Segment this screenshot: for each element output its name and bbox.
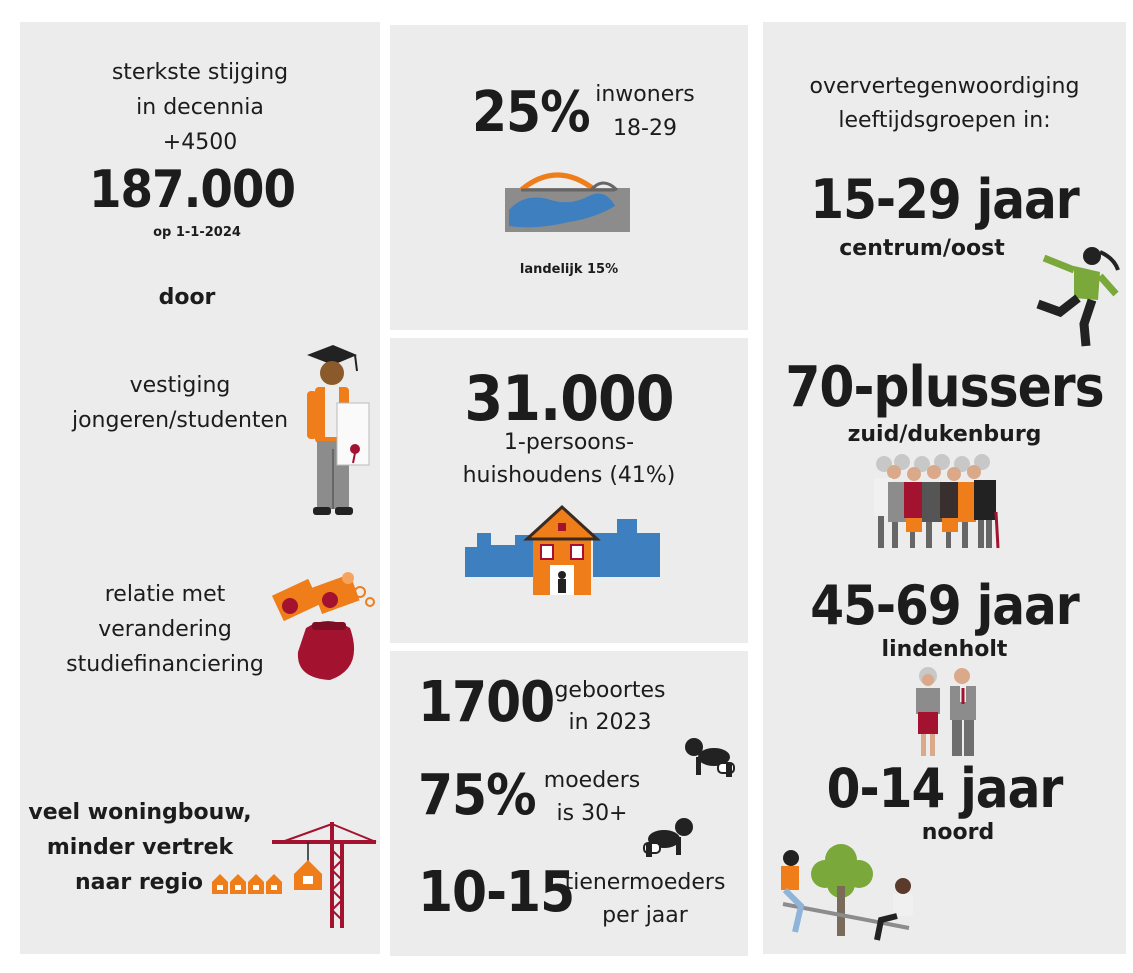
- area-lindenholt: lindenholt: [881, 637, 1008, 662]
- increase-value: +4500: [162, 130, 238, 155]
- crawling-baby-icon: [640, 815, 696, 859]
- single-households-number: 31.000: [464, 362, 674, 435]
- teen-mothers-number: 10-15: [418, 860, 575, 925]
- age-group-45-69: 45-69 jaar: [810, 574, 1079, 637]
- graduate-student-icon: [295, 345, 385, 520]
- teen-label-line2: per jaar: [602, 903, 688, 928]
- households-label-line2: huishoudens (41%): [462, 463, 676, 488]
- children-seesaw-tree-icon: [773, 840, 923, 944]
- reason3-line1: veel woningbouw,: [28, 800, 252, 825]
- area-centrum-oost: centrum/oost: [839, 236, 1005, 261]
- right-title-line1: oververtegenwoordiging: [809, 74, 1080, 99]
- teen-label-line1: tienermoeders: [564, 870, 726, 895]
- reason1-line2: jongeren/studenten: [71, 408, 289, 433]
- door-label: door: [158, 285, 216, 310]
- population-date: op 1-1-2024: [153, 225, 241, 240]
- reason1-line1: vestiging: [129, 373, 231, 398]
- city-house-icon: [465, 505, 660, 597]
- age-group-15-29: 15-29 jaar: [810, 168, 1079, 231]
- mothers-label-line2: is 30+: [556, 801, 628, 826]
- purse-money-icon: [268, 568, 378, 686]
- youth-label-line1: inwoners: [595, 82, 695, 107]
- headline-line1: sterkste stijging: [111, 60, 289, 85]
- age-group-0-14: 0-14 jaar: [826, 757, 1063, 820]
- area-noord: noord: [921, 820, 995, 845]
- reason2-line1: relatie met: [104, 582, 226, 607]
- births-label-line2: in 2023: [568, 710, 652, 735]
- crane-icon: [272, 820, 378, 932]
- youth-label-line2: 18-29: [613, 116, 677, 141]
- births-number: 1700: [418, 670, 555, 735]
- bridge-river-icon: [505, 166, 630, 232]
- reason3-line3: naar regio: [74, 870, 204, 895]
- mothers-percent: 75%: [418, 763, 536, 828]
- households-label-line1: 1-persoons-: [503, 430, 635, 455]
- births-label-line1: geboortes: [554, 678, 666, 703]
- reason3-line2: minder vertrek: [46, 835, 234, 860]
- population-value: 187.000: [88, 160, 296, 220]
- right-title-line2: leeftijdsgroepen in:: [838, 108, 1051, 133]
- reason2-line2: verandering: [98, 617, 232, 642]
- national-comparison: landelijk 15%: [519, 262, 619, 277]
- reason2-line3: studiefinanciering: [66, 652, 264, 677]
- middle-aged-couple-icon: [910, 664, 984, 758]
- youth-percent: 25%: [472, 80, 590, 145]
- age-group-70-plus: 70-plussers: [785, 355, 1104, 420]
- crawling-baby-icon: [682, 735, 738, 779]
- running-girl-icon: [1030, 242, 1122, 348]
- area-zuid-dukenburg: zuid/dukenburg: [847, 422, 1042, 447]
- elderly-group-icon: [866, 452, 1002, 550]
- headline-line2: in decennia: [136, 95, 264, 120]
- mothers-label-line1: moeders: [543, 768, 641, 793]
